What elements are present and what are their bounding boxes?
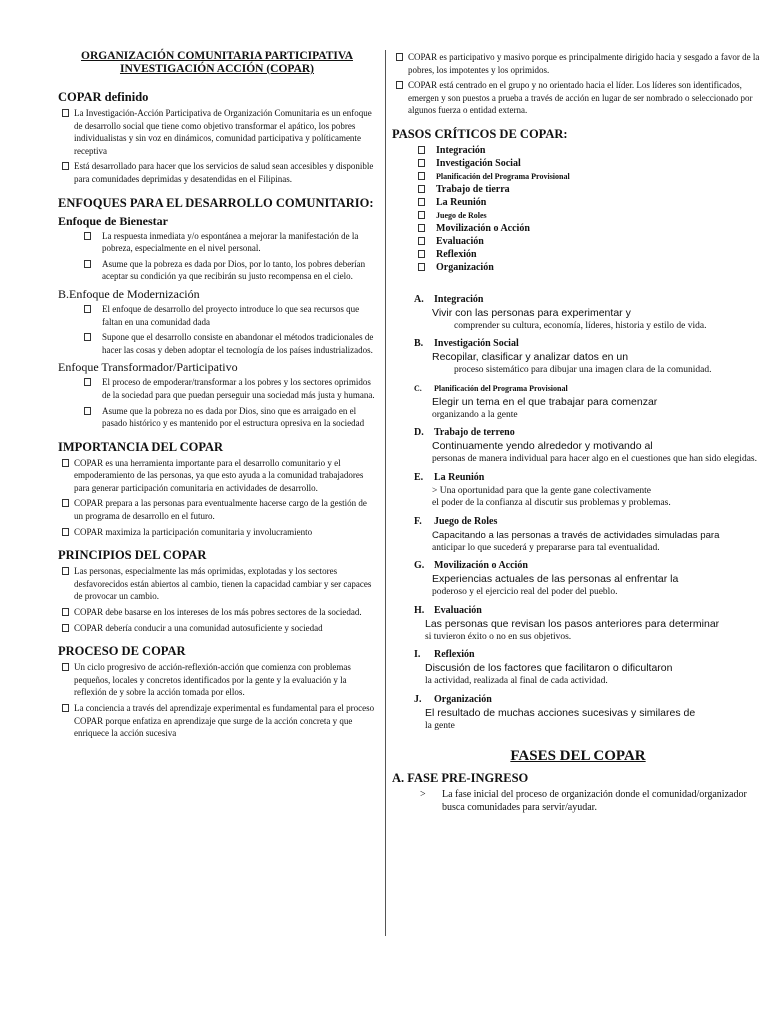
step-detail-i: I. Reflexión Discusión de los factores que facilitaron o dificultaron la actividad, realizada al final de cada actividad. <box>414 649 673 687</box>
list-item: La respuesta inmediata y/o espontánea a mejorar la manifestación de la pobreza, especialmente en el nivel personal. <box>58 230 376 255</box>
subheading-bienestar: Enfoque de Bienestar <box>58 213 169 228</box>
step-item: Integración <box>392 144 764 157</box>
step-detail-j: J. Organización El resultado de muchas acciones sucesivas y similares de la gente <box>414 693 696 731</box>
section-heading-importancia: IMPORTANCIA DEL COPAR <box>58 439 224 454</box>
list-item: COPAR es una herramienta importante para el desarrollo comunitario y el empoderamiento de las personas, ya que esto ayuda a la comunidad trabajadores para generar participación comunitaria en actividades de desarrollo. <box>58 457 376 495</box>
checkbox-icon <box>84 232 91 240</box>
arrow-bullet: > <box>420 789 426 801</box>
step-detail-f: F. Juego de Roles Capacitando a las personas a través de actividades simuladas para anticipar lo que sucederá y prepararse para tal eventualidad. <box>414 515 720 553</box>
list-item: Las personas, especialmente las más oprimidas, explotadas y los sectores desfavorecidos están abiertos al cambio, tienen la capacidad cambiar y ser capaces de provocar un cambio. <box>58 565 376 603</box>
step-item: La Reunión <box>392 196 764 209</box>
list-item: Está desarrollado para hacer que los servicios de salud sean accesibles y disponible para comunidades deprimidas y desatendidas en el Filipinas. <box>58 160 376 185</box>
checkbox-icon <box>396 81 403 89</box>
checkbox-icon <box>418 146 425 154</box>
list-item: La Investigación-Acción Participativa de Organización Comunitaria es un enfoque de desarrollo social que tiene como objetivo transformar el apático, los pobres individualistas y sin voz en dinámicos, comunidad participativa y políticamente receptiva <box>58 107 376 157</box>
step-detail-e: E. La Reunión > Una oportunidad para que la gente gane colectivamente el poder de la confianza al discutir sus problemas y problemas. <box>414 471 671 509</box>
list-item: Asume que la pobreza no es dada por Dios, sino que es arraigado en el pasado histórico y es mantenido por el estructura opresiva en la sociedad <box>58 405 376 430</box>
checkbox-icon <box>84 260 91 268</box>
subheading-transformador: Enfoque Transformador/Participativo <box>58 360 238 375</box>
checkbox-icon <box>62 567 69 575</box>
checkbox-icon <box>62 528 69 536</box>
list-item: COPAR maximiza la participación comunitaria y involucramiento <box>58 526 376 539</box>
section-heading-proceso: PROCESO DE COPAR <box>58 644 186 659</box>
step-detail-h: H. Evaluación Las personas que revisan los pasos anteriores para determinar si tuvieron éxito o no en sus objetivos. <box>414 604 720 642</box>
step-item: Evaluación <box>392 235 764 248</box>
left-column <box>58 50 376 743</box>
doc-title-line1: ORGANIZACIÓN COMUNITARIA PARTICIPATIVA <box>81 50 353 62</box>
checkbox-icon <box>418 237 425 245</box>
checkbox-icon <box>418 198 425 206</box>
checkbox-icon <box>84 305 91 313</box>
section-heading-pasos: PASOS CRÍTICOS DE COPAR: <box>392 126 568 141</box>
step-item: Organización <box>392 261 764 274</box>
checkbox-icon <box>62 608 69 616</box>
doc-title-line2: INVESTIGACIÓN ACCIÓN (COPAR) <box>119 63 315 75</box>
step-item: Juego de Roles <box>392 209 764 222</box>
subheading-pre-ingreso: A. FASE PRE-INGRESO <box>392 771 529 786</box>
checkbox-icon <box>418 250 425 258</box>
checkbox-icon <box>396 53 403 61</box>
checkbox-icon <box>418 263 425 271</box>
step-item: Investigación Social <box>392 157 764 170</box>
checkbox-icon <box>84 333 91 341</box>
subheading-modernizacion: B.Enfoque de Modernización <box>58 286 200 301</box>
list-item: El enfoque de desarrollo del proyecto introduce lo que sea recursos que faltan en una comunidad dada <box>58 303 376 328</box>
right-column <box>392 50 764 814</box>
checkbox-icon <box>418 211 425 219</box>
step-detail-c: C. Planificación del Programa Provisional Elegir un tema en el que trabajar para comenzar organizando a la gente <box>414 383 658 420</box>
checkbox-icon <box>84 378 91 386</box>
list-item: La conciencia a través del aprendizaje experimental es fundamental para el proceso COPAR porque enfatiza en aprendizaje que surge de la acción concreta y que enriquece la acción sucesiva <box>58 702 376 740</box>
section-heading-fases: FASES DEL COPAR <box>510 748 646 765</box>
checkbox-icon <box>62 109 69 117</box>
checkbox-icon <box>62 459 69 467</box>
checkbox-icon <box>62 663 69 671</box>
list-item: > La fase inicial del proceso de organización donde el comunidad/organizador busca comunidades para servir/ayudar. <box>420 789 747 814</box>
section-heading-copar-definido: COPAR definido <box>58 90 149 104</box>
checkbox-icon <box>62 624 69 632</box>
checkbox-icon <box>62 704 69 712</box>
step-detail-d: D. Trabajo de terreno Continuamente yendo alrededor y motivando al personas de manera individual para hacer algo en el cuestiones que han sido elegidas. <box>414 427 757 465</box>
checkbox-icon <box>418 224 425 232</box>
checkbox-icon <box>62 162 69 170</box>
checkbox-icon <box>418 172 425 180</box>
step-item: Movilización o Acción <box>392 222 764 235</box>
checkbox-icon <box>418 185 425 193</box>
list-item: El proceso de empoderar/transformar a los pobres y los sectores oprimidos de la sociedad para que puedan perseguir una sociedad más justa y humana. <box>58 376 376 401</box>
step-detail-b: B. Investigación Social Recopilar, clasificar y analizar datos en un proceso sistemático para dibujar una imagen clara de la comunidad. <box>414 338 712 376</box>
step-detail-g: G. Movilización o Acción Experiencias actuales de las personas al enfrentar la poderoso y el ejercicio real del poder del pueblo. <box>414 560 679 598</box>
list-item: COPAR debería conducir a una comunidad autosuficiente y sociedad <box>58 622 376 635</box>
column-divider <box>385 50 386 936</box>
step-item: Reflexión <box>392 248 764 261</box>
list-item: COPAR está centrado en el grupo y no orientado hacia el líder. Los líderes son identificados, emergen y son puestos a prueba a través de acción en lugar de ser nombrado o seleccionado por algunos fuerza o entidad externa. <box>392 79 764 117</box>
checkbox-icon <box>84 407 91 415</box>
step-item: Trabajo de tierra <box>392 183 764 196</box>
section-heading-enfoques: ENFOQUES PARA EL DESARROLLO COMUNITARIO: <box>58 195 374 210</box>
checkbox-icon <box>62 499 69 507</box>
list-item: Asume que la pobreza es dada por Dios, por lo tanto, los pobres deberían aceptar su condición ya que recibirán su justo recompensa en el cielo. <box>58 258 376 283</box>
list-item: Supone que el desarrollo consiste en abandonar el métodos tradicionales de hacer las cosas y deben adoptar el tecnología de los países industrializados. <box>58 331 376 356</box>
list-item: COPAR debe basarse en los intereses de los más pobres sectores de la sociedad. <box>58 606 376 619</box>
list-item: Un ciclo progresivo de acción-reflexión-acción que comienza con problemas pequeños, locales y concretos identificados por la gente y la evaluación y la reflexión de y sobre la acción tomada por ellos. <box>58 661 376 699</box>
list-item: COPAR es participativo y masivo porque es principalmente dirigido hacia y sesgado a favor de la pobres, los impotentes y los oprimidos. <box>392 51 764 76</box>
list-item: COPAR prepara a las personas para eventualmente hacerse cargo de la gestión de un programa de desarrollo en el futuro. <box>58 497 376 522</box>
step-item: Planificación del Programa Provisional <box>392 170 764 183</box>
section-heading-principios: PRINCIPIOS DEL COPAR <box>58 548 207 563</box>
step-detail-a: A. Integración Vivir con las personas para experimentar y comprender su cultura, economía, líderes, historia y estilo de vida. <box>414 293 707 331</box>
checkbox-icon <box>418 159 425 167</box>
